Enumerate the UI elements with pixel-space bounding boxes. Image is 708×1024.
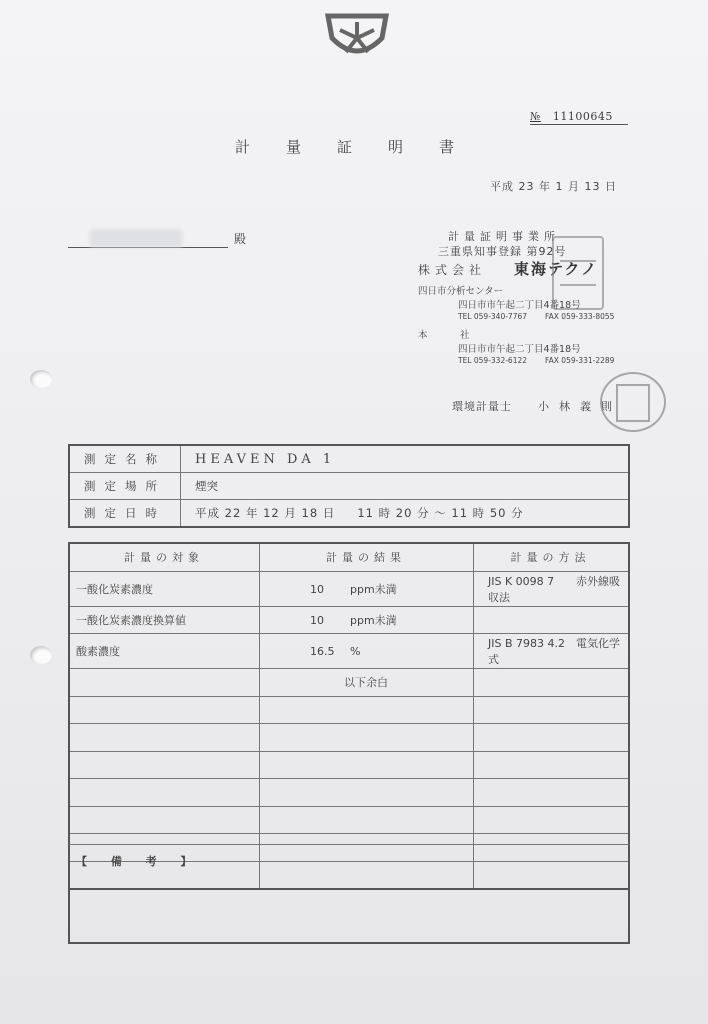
company-prefix: 株式会社 [418,263,487,277]
table-row: 一酸化炭素濃度換算値 10 ppm未満 [69,606,629,634]
measurement-info-table [68,444,630,528]
hq-label: 本 [418,330,428,341]
hq-contact [458,356,614,365]
certifier-name: 小林義則 [538,400,622,413]
punch-hole [30,646,52,664]
branch-contact [458,312,614,321]
document-title: 計量証明書 [235,138,491,156]
hq-fax: FAX 059-331-2289 [545,356,615,365]
hq-address: 四日市市午起二丁目4番18号 [458,344,581,355]
registration: 三重県知事登録 第92号 [438,245,567,258]
info-row-datetime: 測定日時 平成 22 年 12 月 18 日 11 時 20 分 〜 11 時 50 分 [69,500,629,528]
branch-tel: TEL 059-340-7767 [458,312,528,321]
recipient-line [68,232,247,248]
end-mark: 以下余白 [260,669,474,697]
branch-address: 四日市市午起二丁目4番18号 [458,300,581,311]
results-header-row [69,543,629,571]
blank-row [69,724,629,752]
document-number: № 11100645 [530,110,628,125]
company-emblem-icon [322,8,392,60]
measurement-time: 11 時 20 分 〜 11 時 50 分 [357,506,524,520]
hq-label-2: 社 [460,330,470,341]
issue-date: 平成 23 年 1 月 13 日 [490,180,617,193]
blank-row [69,779,629,807]
info-row-name: 測定名称 HEAVEN DA 1 [69,445,629,473]
certifier-role: 環境計量士 [452,400,512,413]
branch-name: 四日市分析センター [418,286,504,297]
branch-fax: FAX 059-333-8055 [545,312,615,321]
company-seal-stamp-icon [552,236,604,310]
hq-tel: TEL 059-332-6122 [458,356,528,365]
end-mark-row [69,669,629,697]
header-result: 計量の結果 [260,543,474,571]
table-row: 一酸化炭素濃度 10 ppm未満 JIS K 0098 7 赤外線吸収法 [69,571,629,606]
blank-row [69,806,629,834]
table-row: 酸素濃度 16.5 % JIS B 7983 4.2 電気化学式 [69,634,629,669]
remarks-label: 【 備 考 】 [76,855,202,868]
measurement-name: HEAVEN DA 1 [195,451,336,467]
certifier-seal-stamp-icon [600,372,666,432]
redacted-recipient-name [90,229,182,247]
measurement-date: 平成 22 年 12 月 18 日 [195,506,336,520]
recipient-honorific: 殿 [234,232,247,246]
company-name: 東海テクノ [514,260,599,278]
results-table [68,542,630,890]
measurement-place: 煙突 [181,473,630,500]
office-label: 計量証明事業所 [448,230,560,243]
punch-hole [30,370,52,388]
blank-row [69,696,629,724]
info-row-place: 測定場所 煙突 [69,473,629,500]
certifier-line [452,398,622,414]
header-target: 計量の対象 [69,543,260,571]
blank-row [69,751,629,779]
header-method: 計量の方法 [474,543,630,571]
remarks-box [68,844,630,944]
